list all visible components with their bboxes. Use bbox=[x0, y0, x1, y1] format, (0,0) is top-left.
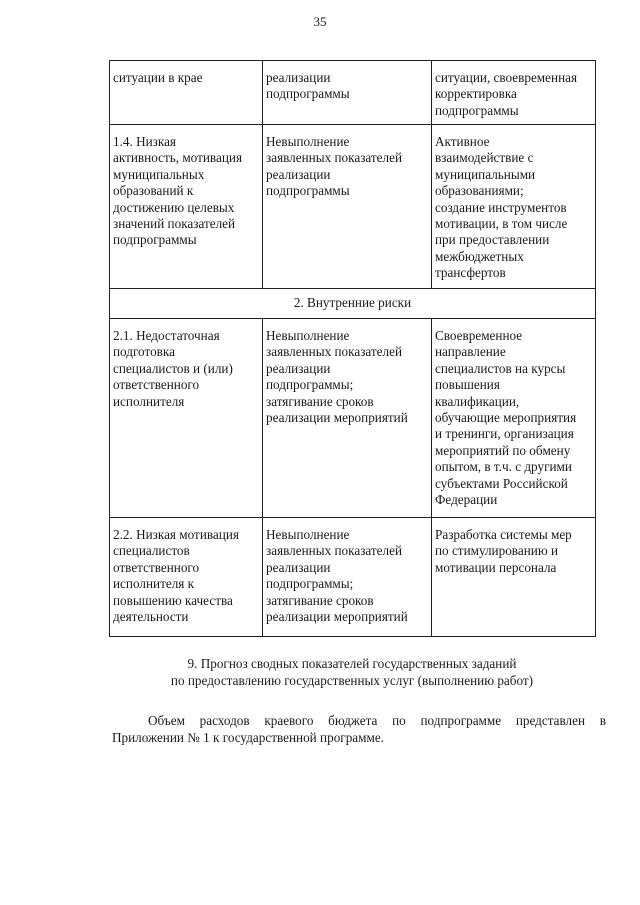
table-row bbox=[110, 319, 596, 518]
table-row bbox=[110, 61, 596, 125]
budget-paragraph bbox=[112, 712, 606, 746]
risk-text: 2.2. Низкая мотивация специалистов ответственного исполнителя к повышению качества деятельности bbox=[113, 527, 239, 625]
measures-cell bbox=[432, 125, 596, 289]
consequence-cell bbox=[263, 61, 432, 125]
measures-cell bbox=[432, 61, 596, 125]
budget-paragraph-line1: Объем расходов краевого бюджета по подпрограмме представлен в bbox=[148, 713, 606, 728]
table-row bbox=[110, 518, 596, 637]
page-number: 35 bbox=[313, 14, 327, 29]
measures-text: ситуации, своевременная корректировка подпрограммы bbox=[435, 70, 578, 118]
section-row bbox=[110, 289, 596, 319]
consequence-cell bbox=[263, 125, 432, 289]
consequence-text: реализации подпрограммы bbox=[266, 70, 350, 102]
measures-text: Своевременное направление специалистов на курсы повышения квалификации, обучающие мероприятия и тренинги, организация мероприятий по обмену опытом, в т.ч. с другими субъектами Российской Федерации bbox=[435, 328, 577, 508]
section9-heading-line2: по предоставлению государственных услуг (выполнению работ) bbox=[170, 673, 534, 688]
risk-cell bbox=[110, 518, 263, 637]
consequence-text: Невыполнение заявленных показателей реализации подпрограммы bbox=[266, 134, 403, 199]
consequence-text: Невыполнение заявленных показателей реализации подпрограммы; затягивание сроков реализации мероприятий bbox=[266, 527, 408, 625]
measures-text: Активное взаимодействие с муниципальными образованиями; создание инструментов мотивации, в том числе при предоставлении межбюджетных трансфертов bbox=[435, 134, 568, 281]
budget-paragraph-line2: Приложении № 1 к государственной программе. bbox=[112, 730, 384, 745]
section9-heading-line1: 9. Прогноз сводных показателей государственных заданий bbox=[187, 656, 517, 671]
risk-table bbox=[109, 60, 596, 637]
risk-cell bbox=[110, 125, 263, 289]
risk-text: 1.4. Низкая активность, мотивация муниципальных образований к достижению целевых значений показателей подпрограммы bbox=[113, 134, 243, 248]
measures-cell bbox=[432, 319, 596, 518]
risk-cell bbox=[110, 61, 263, 125]
consequence-cell bbox=[263, 518, 432, 637]
table-row bbox=[110, 125, 596, 289]
risk-cell bbox=[110, 319, 263, 518]
risk-text: ситуации в крае bbox=[113, 70, 203, 85]
internal-risks-heading: 2. Внутренние риски bbox=[293, 295, 412, 310]
measures-text: Разработка системы мер по стимулированию и мотивации персонала bbox=[435, 527, 572, 575]
risk-text: 2.1. Недостаточная подготовка специалистов и (или) ответственного исполнителя bbox=[113, 328, 233, 409]
section-heading-cell bbox=[110, 289, 596, 319]
consequence-text: Невыполнение заявленных показателей реализации подпрограммы; затягивание сроков реализации мероприятий bbox=[266, 328, 408, 426]
consequence-cell bbox=[263, 319, 432, 518]
section9-heading bbox=[109, 655, 595, 689]
measures-cell bbox=[432, 518, 596, 637]
